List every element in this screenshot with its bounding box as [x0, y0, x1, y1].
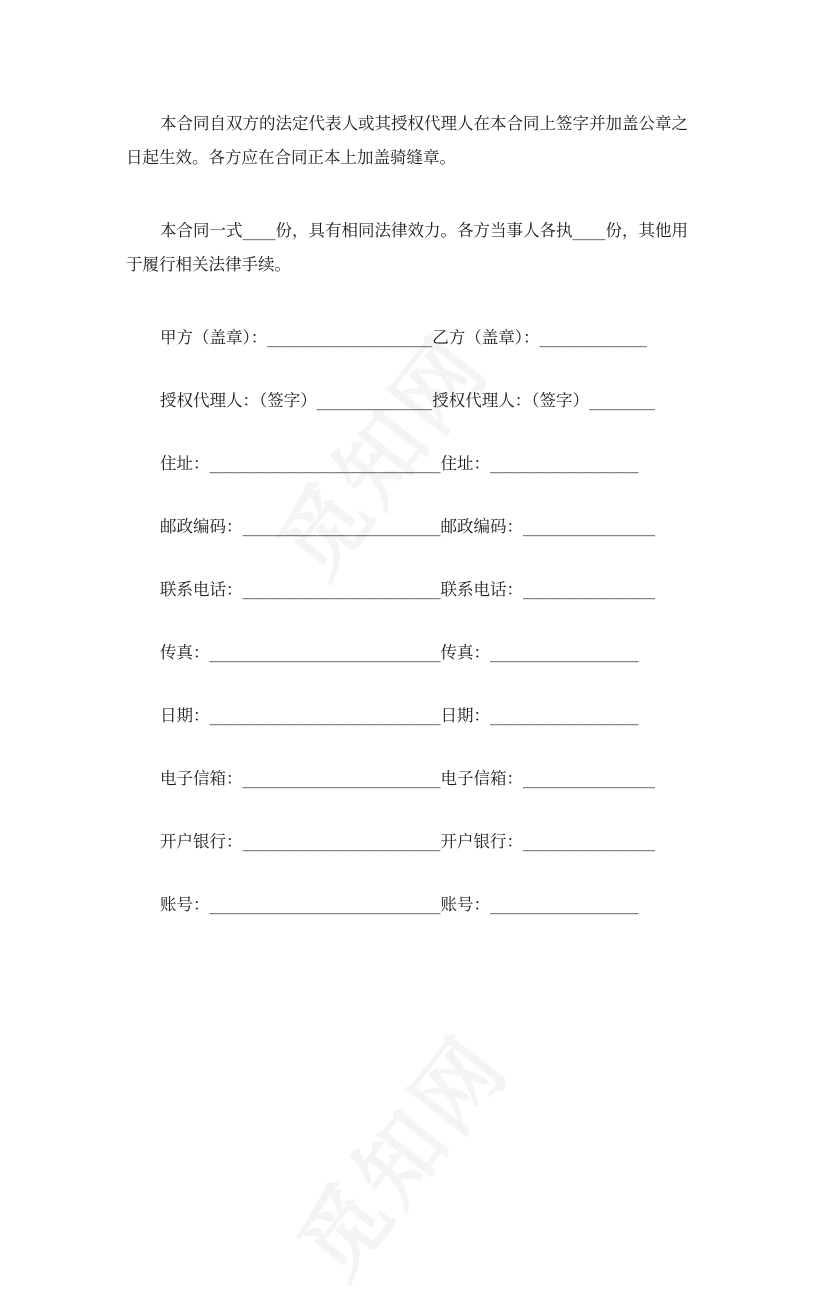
paragraph-line: 日起生效。各方应在合同正本上加盖骑缝章。: [126, 148, 456, 167]
postal-code-row: 邮政编码：________________________邮政编码：________________: [160, 517, 655, 536]
date-row: 日期：____________________________日期：__________________: [160, 706, 639, 725]
fax-row: 传真：____________________________传真：__________________: [160, 643, 639, 662]
watermark: [264, 1005, 532, 1299]
address-row: 住址：____________________________住址：__________________: [160, 454, 639, 473]
email-row: 电子信箱：________________________电子信箱：________________: [160, 769, 655, 788]
paragraph-line: 于履行相关法律手续。: [126, 255, 291, 274]
authorized-agent-row: 授权代理人：（签字）______________授权代理人：（签字）________: [160, 391, 655, 410]
account-number-row: 账号：____________________________账号：__________________: [160, 895, 639, 914]
copies-clause-paragraph: [126, 214, 706, 282]
party-seal-row: 甲方（盖章）：____________________乙方（盖章）：_____________: [160, 328, 647, 347]
bank-row: 开户银行：________________________开户银行：________________: [160, 832, 655, 851]
paragraph-line: 本合同一式____份，具有相同法律效力。各方当事人各执____份，其他用: [160, 221, 688, 240]
effect-clause-paragraph: [126, 107, 706, 175]
paragraph-line: 本合同自双方的法定代表人或其授权代理人在本合同上签字并加盖公章之: [160, 114, 688, 133]
phone-row: 联系电话：________________________联系电话：________________: [160, 580, 655, 599]
